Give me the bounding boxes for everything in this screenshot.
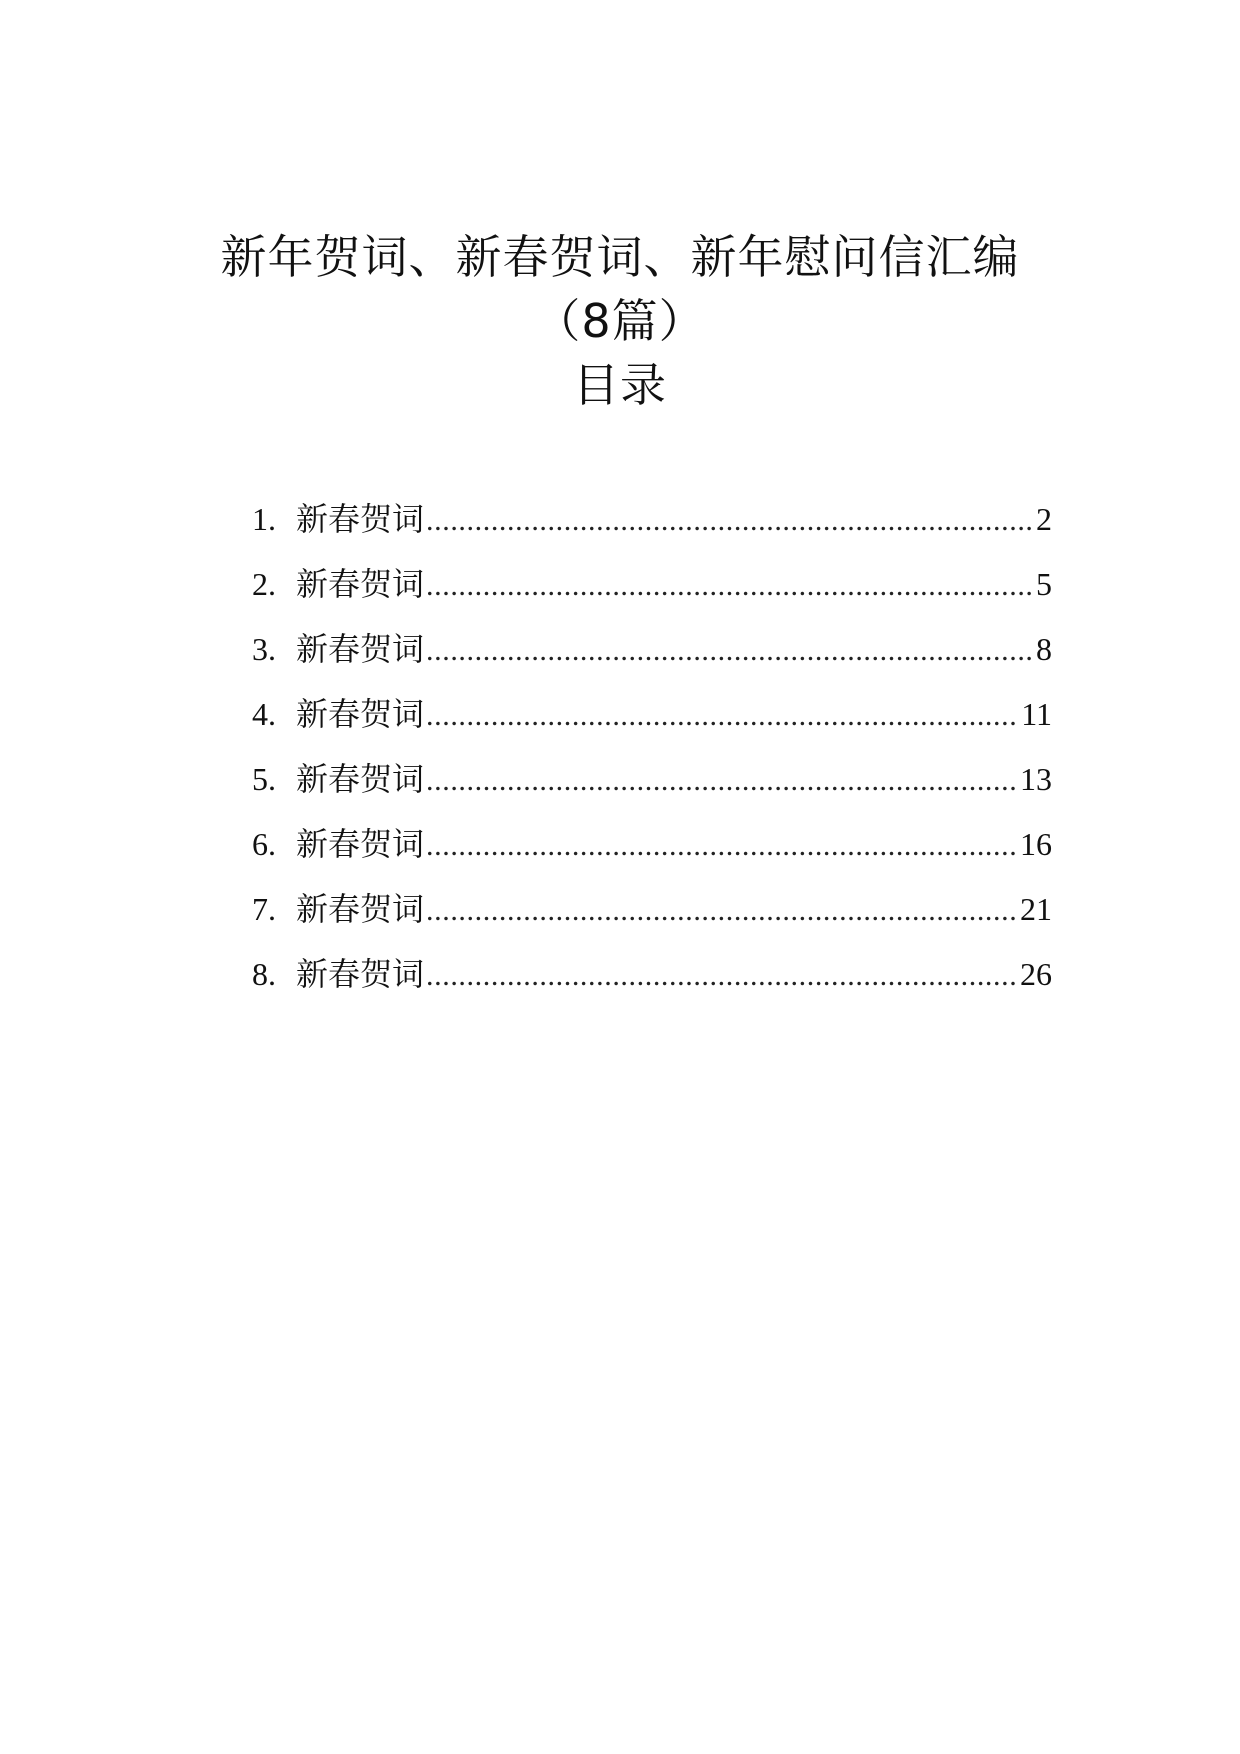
document-subtitle-count: （8篇） [534, 294, 706, 348]
toc-entry-4[interactable] [252, 689, 1052, 754]
toc-dot-leader [426, 821, 1018, 871]
toc-entry-2[interactable] [252, 559, 1052, 624]
toc-entry-title: 新春贺词 [296, 825, 425, 863]
toc-entry-title: 新春贺词 [296, 955, 425, 993]
toc-entry-page: 21 [1020, 891, 1052, 927]
toc-entry-5[interactable] [252, 754, 1052, 819]
toc-entry-title: 新春贺词 [296, 630, 425, 668]
toc-entry-page: 5 [1036, 566, 1052, 602]
toc-entry-8[interactable] [252, 949, 1052, 1014]
toc-entry-page: 2 [1036, 501, 1052, 537]
document-title: 新年贺词、新春贺词、新年慰问信汇编 [220, 230, 1020, 284]
toc-entry-number: 2. [252, 566, 276, 602]
toc-dot-leader [426, 496, 1034, 546]
toc-entry-number: 5. [252, 761, 276, 797]
toc-entry-number: 7. [252, 891, 276, 927]
toc-dot-leader [426, 951, 1018, 1001]
toc-entry-page: 11 [1021, 696, 1052, 732]
toc-dot-leader [426, 886, 1018, 936]
toc-entry-number: 1. [252, 501, 276, 537]
toc-entry-3[interactable] [252, 624, 1052, 689]
toc-entry-page: 13 [1020, 761, 1052, 797]
title-block [0, 225, 1240, 417]
toc-entry-title: 新春贺词 [296, 565, 425, 603]
toc-entry-title: 新春贺词 [296, 890, 425, 928]
toc-entry-6[interactable] [252, 819, 1052, 884]
toc-heading: 目录 [573, 358, 667, 412]
toc-entry-page: 26 [1020, 956, 1052, 992]
toc-dot-leader [426, 561, 1034, 611]
toc-entry-number: 3. [252, 631, 276, 667]
toc-entry-7[interactable] [252, 884, 1052, 949]
toc-entry-page: 16 [1020, 826, 1052, 862]
toc-entry-number: 4. [252, 696, 276, 732]
toc-entry-title: 新春贺词 [296, 760, 425, 798]
toc-entry-title: 新春贺词 [296, 695, 425, 733]
toc-entry-page: 8 [1036, 631, 1052, 667]
toc-dot-leader [426, 626, 1034, 676]
toc-entry-title: 新春贺词 [296, 500, 425, 538]
toc-dot-leader [426, 756, 1018, 806]
toc-dot-leader [426, 691, 1019, 741]
table-of-contents [252, 494, 1052, 1014]
toc-entry-number: 8. [252, 956, 276, 992]
toc-entry-1[interactable] [252, 494, 1052, 559]
toc-entry-number: 6. [252, 826, 276, 862]
